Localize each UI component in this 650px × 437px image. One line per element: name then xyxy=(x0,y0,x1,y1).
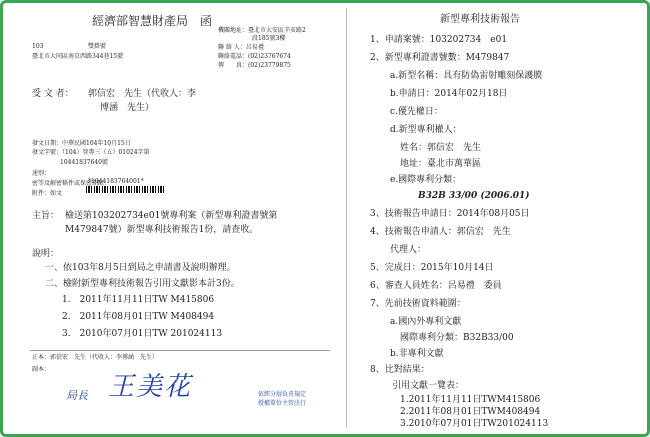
citation-1: 1.2011年11月11日TWM415806 xyxy=(400,395,541,405)
agency-address-2: 段185號3樓 xyxy=(252,35,286,42)
patent-literature-label: a.國內外專利文獻 xyxy=(390,317,462,327)
doc-number-2: 10441837640號 xyxy=(60,159,108,166)
application-number: 1、申請案號：103202734 e01 xyxy=(370,35,508,45)
report-request-date: 3、技術報告申請日：2014年08月05日 xyxy=(370,209,530,219)
report-title: 新型專利技術報告 xyxy=(440,14,520,25)
speed-label: 速別： xyxy=(32,170,51,177)
non-patent-literature-label: b.非專利文獻 xyxy=(390,349,444,359)
recipient-name: 郭信宏 先生（代收人：李 xyxy=(88,89,197,99)
reference-1: 1. 2011年11月11日TW M415806 xyxy=(62,295,215,305)
authorization-stamp-1: 依經分層負責規定 xyxy=(258,391,307,398)
prior-art-label: 7、先前技術資料範圍： xyxy=(370,299,466,309)
patentee-address: 地址：臺北市萬華區 xyxy=(400,159,482,169)
agency-contact: 聯 絡 人：呂易禮 xyxy=(218,44,264,51)
subject-line-1: 檢送第103202734e01號專利案（新型專利證書號第 xyxy=(65,211,278,221)
examiner-name: 6、審查人員姓名：呂易禮 委員 xyxy=(370,281,502,291)
agency-fax: 傳 真：(02)23779875 xyxy=(218,62,291,69)
signature-name: 王美花 xyxy=(108,372,193,402)
explain-item-1: 一、依103年8月5日到局之申請書及說明辦理。 xyxy=(45,263,236,273)
recipient-address: 臺北市大同區南京西路344巷15號 xyxy=(32,53,124,60)
recipient-name-2: 博涵 先生） xyxy=(100,103,155,113)
barcode xyxy=(86,186,164,193)
attachment-label: 附件：如文 xyxy=(32,190,63,197)
explain-item-2: 二、檢附新型專利技術報告引用文獻影本計3份。 xyxy=(45,279,240,289)
agency-phone: 聯絡電話：(02)23767674 xyxy=(218,53,291,60)
page-divider xyxy=(346,8,347,428)
citation-3: 3.2010年07月01日TW201024113 xyxy=(400,419,549,429)
authorization-stamp-2: 授權單位主管決行 xyxy=(258,400,307,407)
footer-rule xyxy=(30,350,330,351)
filing-date: b.申請日：2014年02月18日 xyxy=(390,89,508,99)
utility-model-name: a.新型名稱：具有防偽雷射雕刻保護膜 xyxy=(390,71,543,81)
citation-2: 2.2011年08月01日TWM408494 xyxy=(400,407,541,417)
barcode-number: *1044183764001* xyxy=(88,178,144,185)
agent-label: 代理人： xyxy=(390,245,427,255)
letter-title: 經濟部智慧財產局 函 xyxy=(92,14,213,28)
prior-art-ipc: 國際專利分類：B32B33/00 xyxy=(400,333,514,343)
explain-label: 說明： xyxy=(32,249,60,259)
postal-code: 103 xyxy=(32,43,44,50)
patentee-label: d.新型專利權人： xyxy=(390,125,462,135)
agency-address: 機關地址：臺北市大安區辛亥路2 xyxy=(218,27,306,34)
citation-list-label: 引用文獻一覽表： xyxy=(392,381,465,391)
subject-label: 主旨： xyxy=(32,211,60,221)
security-label: 密等及解密條件或保密期限： xyxy=(32,180,111,187)
mail-mode: 雙掛號 xyxy=(88,43,107,50)
comparison-result-label: 8、比對結果： xyxy=(370,365,430,375)
recipient-label: 受 文 者： xyxy=(32,89,74,99)
subject-line-2: M479847號）新型專利技術報告1份，請查收。 xyxy=(65,225,259,235)
doc-number: 發文字號：（104）智專三（五）01024字第 xyxy=(32,149,150,156)
completion-date: 5、完成日：2015年10月14日 xyxy=(370,263,494,273)
copy-recipient: 副本： xyxy=(32,366,51,373)
reference-3: 3. 2010年07月01日TW 201024113 xyxy=(62,329,223,339)
priority-date: c.優先權日： xyxy=(390,107,443,117)
reference-2: 2. 2011年08月01日TW M408494 xyxy=(62,312,215,322)
primary-recipient: 正本：郭信宏 先生（代收人：李博涵 先生） xyxy=(32,354,159,361)
ipc-code: B32B 33/00 (2006.01) xyxy=(418,191,530,201)
ipc-label: e.國際專利分類： xyxy=(390,175,462,185)
issue-date: 發文日期：中華民國104年10月15日 xyxy=(32,140,131,147)
patentee-name: 姓名：郭信宏 先生 xyxy=(400,143,482,153)
certificate-number: 2、新型專利證書號數：M479847 xyxy=(370,53,510,63)
report-applicant: 4、技術報告申請人：郭信宏 先生 xyxy=(370,227,511,237)
signature-title: 局長 xyxy=(66,389,88,402)
